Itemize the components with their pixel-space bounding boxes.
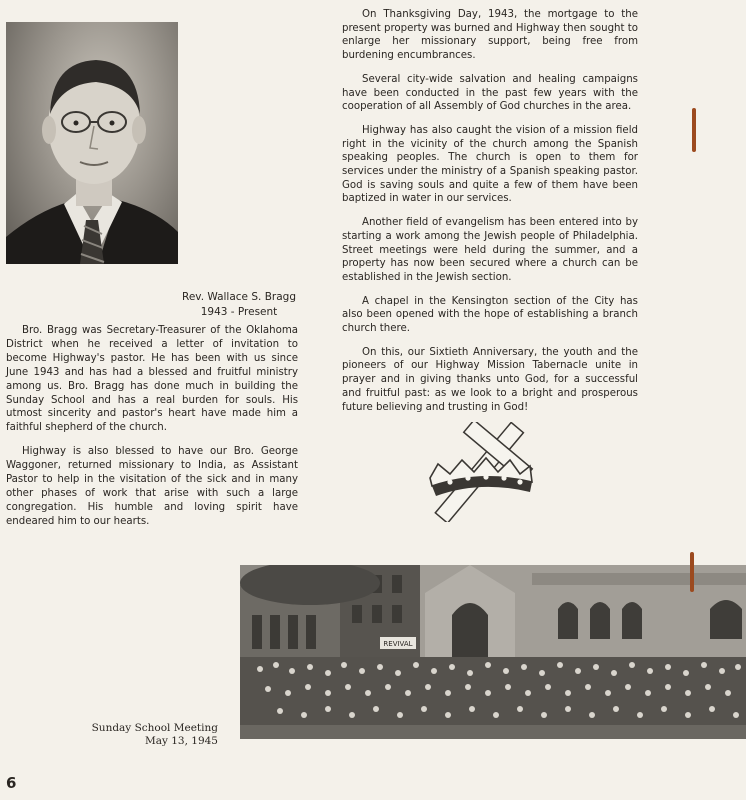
right-column-text [342,8,638,424]
paragraph-sixtieth-anniversary: On this, our Sixtieth Anniversary, the youth and the pioneers of our Highway Mission Tabernacle unite in prayer and in giving thanks unto God, for a successful and fruitful past: as we look to a bright and prosperous future believing and trusting in God! [342,346,638,413]
cross-crown-icon [420,422,540,522]
revival-banner-text: REVIVAL [383,640,413,648]
portrait-caption-name: Rev. Wallace S. Bragg [182,291,296,303]
binding-mark-upper [692,108,696,152]
portrait-illustration [6,22,178,264]
portrait-caption-years: 1943 - Present [200,306,278,318]
binding-mark-lower [690,552,694,592]
paragraph-jewish-work: Another field of evangelism has been entered into by starting a work among the Jewish people of Philadelphia. Street meetings were held during the summer, and a property has now been secured where a church can be established in the Jewish section. [342,217,638,283]
pastor-portrait-photo [6,22,178,264]
paragraph-pastor-bragg: Bro. Bragg was Secretary-Treasurer of the Oklahoma District when he received a letter of invitation to become Highway's pastor. He has been with us since June 1943 and has had a blessed and fruitful ministry among us. Bro. Bragg has done much in building the Sunday School and has a real burden for souls. His utmost sincerity and pastor's heart have made him a faithful shepherd of the church. [6,325,298,434]
paragraph-spanish-mission: Highway has also caught the vision of a mission field right in the vicinity of the church among the Spanish speaking peoples. The church is open to them for services under the ministry of a Spanish speaking pastor. God is saving souls and quite a few of them have been baptized in water in our services. [342,124,638,205]
group-photo-caption [88,722,218,748]
left-column-text [6,324,298,539]
paragraph-campaigns: Several city-wide salvation and healing campaigns have been conducted in the past few years with the cooperation of all Assembly of God churches in the area. [342,73,638,113]
paragraph-mortgage: On Thanksgiving Day, 1943, the mortgage to the present property was burned and Highway then sought to enlarge her missionary support, being free from burdening encumbrances. [342,9,638,62]
group-photo-illustration [240,565,746,739]
photo-caption-title: Sunday School Meeting [91,722,218,734]
cross-and-crown-emblem [420,422,540,522]
page-number: 6 [6,774,17,792]
portrait-caption [180,290,298,320]
photo-caption-date: May 13, 1945 [144,735,218,747]
sunday-school-group-photo [240,565,746,739]
paragraph-assistant-pastor: Highway is also blessed to have our Bro. George Waggoner, returned missionary to India, as Assistant Pastor to help in the visitation of the sick and in many other phases of work that arise with such a large congregation. His humble and loving spirit have endeared him to our hearts. [6,446,298,527]
paragraph-kensington-chapel: A chapel in the Kensington section of the City has also been opened with the hope of establishing a branch church there. [342,295,638,335]
